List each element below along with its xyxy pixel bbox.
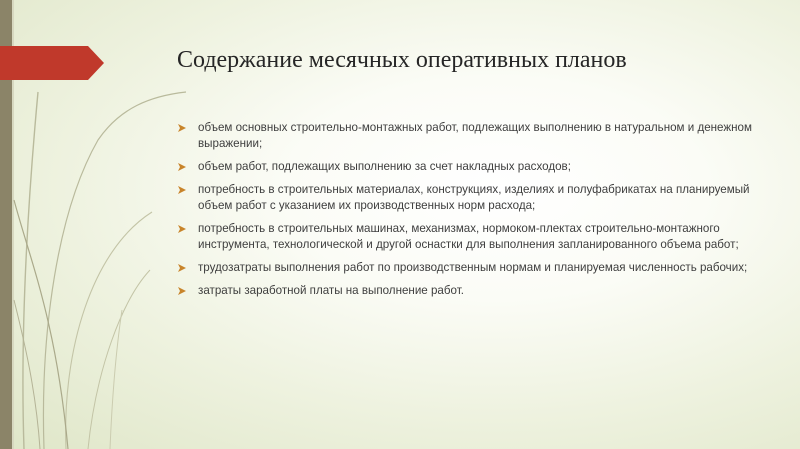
title-arrow-shape: [0, 46, 104, 80]
list-item: [178, 283, 753, 299]
bullet-text: трудозатраты выполнения работ по производственным нормам и планируемая численность рабочих;: [198, 261, 748, 274]
triangle-bullet-icon: [178, 264, 186, 272]
list-item: [178, 182, 753, 214]
triangle-bullet-icon: [178, 225, 186, 233]
list-item: [178, 260, 753, 276]
slide-title: Содержание месячных оперативных планов: [177, 47, 627, 73]
bullet-text: затраты заработной платы на выполнение работ.: [198, 284, 464, 297]
bullet-list: [178, 120, 753, 306]
triangle-bullet-icon: [178, 163, 186, 171]
bullet-text: потребность в строительных материалах, конструкциях, изделиях и полуфабрикатах на планируемый объем работ с указанием их производственных норм расхода;: [198, 183, 750, 212]
list-item: [178, 221, 753, 253]
bullet-text: объем работ, подлежащих выполнению за счет накладных расходов;: [198, 160, 571, 173]
triangle-bullet-icon: [178, 186, 186, 194]
list-item: [178, 120, 753, 152]
triangle-bullet-icon: [178, 124, 186, 132]
bullet-text: потребность в строительных машинах, механизмах, нормоком-плектах строительно-монтажного инструмента, технологической и другой оснастки для выполнения запланированного объема работ;: [198, 222, 739, 251]
bullet-text: объем основных строительно-монтажных работ, подлежащих выполнению в натуральном и денежном выражении;: [198, 121, 752, 150]
list-item: [178, 159, 753, 175]
triangle-bullet-icon: [178, 287, 186, 295]
